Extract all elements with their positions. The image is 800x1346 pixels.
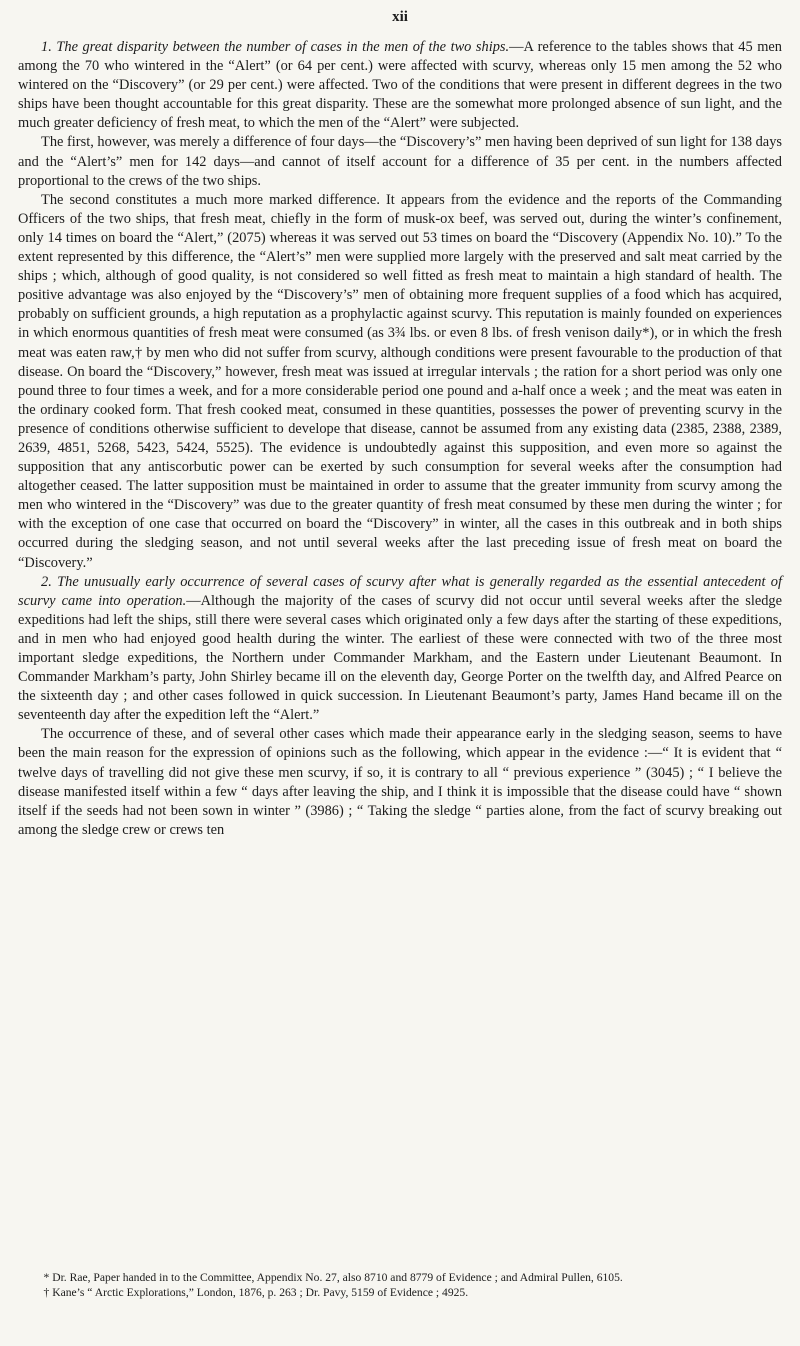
paragraph-1-text: —A reference to the tables shows that 45 men among the 70 who wintered in the “Alert” (or 64 per cent.) were affected with scurvy, whereas only 15 men among the 52 who wintered on the “Discovery” (or 29 per cent.) were affected. Two of the conditions that were present in different degrees in the two ships have been thought accountable for this great disparity. These are the somewhat more prolonged absence of sun light, and the much greater deficiency of fresh meat, to which the men of the “Alert” were subjected.	[18, 39, 782, 132]
paragraph-5: The occurrence of these, and of several other cases which made their appearance early in the sledging season, seems to have been the main reason for the expression of opinions such as the following, which appear in the evidence :—“ It is evident that “ twelve days of travelling did not give these men scurvy, if so, it is contrary to all “ previous experience ” (3045) ; “ I believe the disease manifested itself within a few “ days after leaving the ship, and I think it is impossible that the disease could have “ shown itself if the seeds had not been sown in winter ” (3986) ; “ Taking the sledge “ parties alone, from the fact of scurvy breaking out among the sledge crew or crews ten	[18, 726, 782, 838]
footnote-2: † Kane’s “ Arctic Explorations,” London, 1876, p. 263 ; Dr. Pavy, 5159 of Evidence ; 4925.	[43, 1286, 469, 1299]
paragraph-4	[18, 573, 782, 726]
footnote-1: * Dr. Rae, Paper handed in to the Committee, Appendix No. 27, also 8710 and 8779 of Evidence ; and Admiral Pullen, 6105.	[43, 1271, 623, 1284]
paragraph-1	[18, 38, 782, 133]
section-heading-2: 2. The unusually early occurrence of several cases of scurvy after what is generally regarded as the essential antecedent of scurvy came into operation.	[18, 573, 782, 609]
footnotes	[18, 1270, 782, 1300]
paragraph-3: The second constitutes a much more marked difference. It appears from the evidence and the reports of the Commanding Officers of the two ships, that fresh meat, chiefly in the form of musk-ox beef, was served out, during the winter’s confinement, only 14 times on board the “Alert,” (2075) whereas it was served out 53 times on board the “Discovery (Appendix No. 10).” To the extent represented by this difference, the “Alert’s” men were supplied more largely with the preserved and salt meat carried by the ships ; which, although of good quality, is not considered so well fitted as fresh meat to maintain a high standard of health. The positive advantage was also enjoyed by the “Discovery’s” men of obtaining more frequent supplies of a food which has acquired, probably on sufficient grounds, a high reputation as a prophylactic against scurvy. This reputation is mainly founded on experiences in which enormous quantities of fresh meat were consumed (as 3¾ lbs. or even 8 lbs. of fresh venison daily*), or in which the fresh meat was eaten raw,† by men who did not suffer from scurvy, although conditions were present favourable to the production of that disease. On board the “Discovery,” however, fresh meat was issued at irregular intervals ; the ration for a short period was only one pound three to four times a week, and for a more considerable period one pound and a-half once a week ; and the meat was eaten in the ordinary cooked form. That fresh cooked meat, consumed in these quantities, possesses the power of preventing scurvy in the presence of conditions otherwise sufficient to develope that disease, cannot be assumed from any existing data (2385, 2388, 2389, 2639, 4851, 5268, 5423, 5424, 5525). The evidence is undoubtedly against this supposition, and even more so against the supposition that any antiscorbutic power can be exerted by such consumption for several weeks after the consumption had altogether ceased. The latter supposition must be maintained in order to assume that the greater immunity from scurvy among the men who wintered in the “Discovery” was due to the greater quantity of fresh meat consumed by these men during the winter ; for with the exception of one case that occurred on board the “Discovery” in winter, all the cases in this outbreak and in both ships occurred during the sledging season, and not until several weeks after the last preceding issue of fresh meat on board the “Discovery.”	[18, 191, 782, 571]
paragraph-2: The first, however, was merely a difference of four days—the “Discovery’s” men having been deprived of sun light for 138 days and the “Alert’s” men for 142 days—and cannot of itself account for a difference of 35 per cent. in the numbers affected proportional to the crews of the two ships.	[18, 134, 782, 189]
paragraph-4-text: —Although the majority of the cases of scurvy did not occur until several weeks after the sledge expeditions had left the ships, still there were several cases which originated only a few days after the starting of these expeditions, and in men who had enjoyed good health during the winter. The earliest of these were connected with two of the three most important sledge expeditions, the Northern under Commander Markham, and the Eastern under Lieutenant Beaumont. In Commander Markham’s party, John Shirley became ill on the eleventh day, George Porter on the twelfth day, and Alfred Pearce on the sixteenth day ; and other cases followed in quick succession. In Lieutenant Beaumont’s party, James Hand became ill on the seventeenth day after the expedition left the “Alert.”	[18, 592, 782, 724]
page-number: xii	[392, 9, 408, 25]
section-heading-1: 1. The great disparity between the number of cases in the men of the two ships.	[41, 39, 510, 55]
